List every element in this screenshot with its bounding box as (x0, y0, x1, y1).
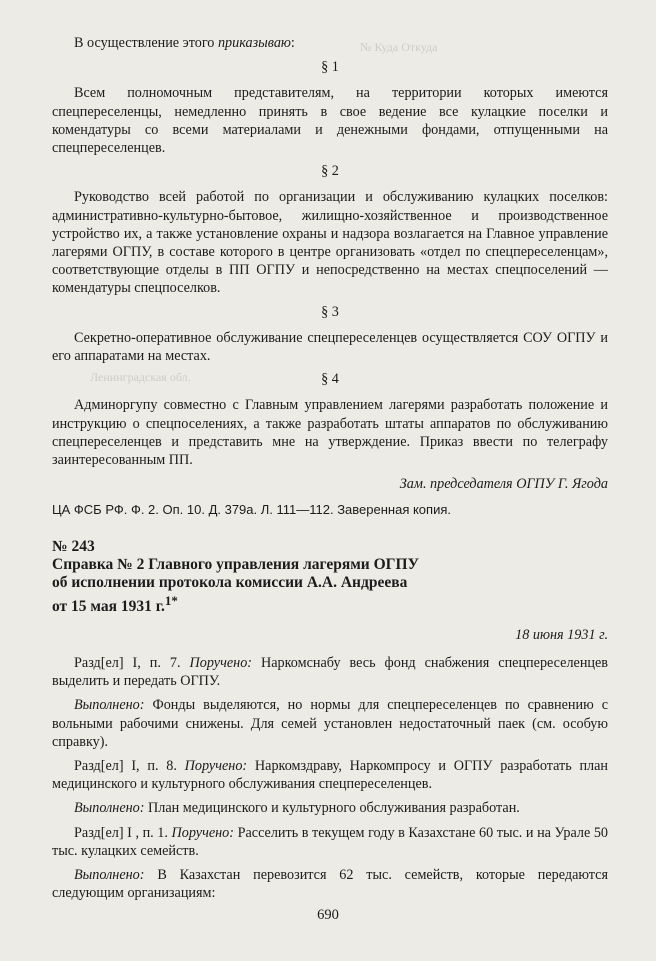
document-number: № 243 (52, 537, 95, 555)
document-body (52, 34, 608, 902)
entry: Выполнено: Фонды выделяются, но нормы для спецпереселенцев по сравнению с вольными рабочими снижены. Для семей установлен недостаточный паек (см. особую справку). (52, 697, 608, 750)
document-date: 18 июня 1931 г. (515, 626, 608, 643)
bleed-through-text: Ленинградская обл. (90, 370, 191, 384)
section-mark: § 1 (321, 59, 339, 76)
entry: Выполнено: В Казахстан перевозится 62 тыс. семейств, которые передаются следующим организациям: (52, 867, 608, 902)
entry: Выполнено: План медицинского и культурного обслуживания разработан. (74, 800, 520, 817)
section-text: Секретно-оперативное обслуживание спецпереселенцев осуществляется СОУ ОГПУ и его аппаратами на местах. (52, 329, 608, 365)
document-title-line: Справка № 2 Главного управления лагерями ОГПУ (52, 555, 419, 573)
entry: Разд[ел] I , п. 1. Поручено: Расселить в текущем году в Казахстане 60 тыс. и на Урале 50 тыс. кулацких семейств. (52, 824, 609, 859)
bleed-through-text: № Куда Откуда (360, 40, 438, 54)
entry: Разд[ел] I, п. 7. Поручено: Наркомснабу весь фонд снабжения спецпереселенцев выделить и передать ОГПУ. (52, 655, 609, 690)
section-text: Руководство всей работой по организации и обслуживанию кулацких поселков: административно-культурно-бытовое, жилищно-хозяйственное и производственное устройство их, а также установление охраны и надзора возлагается на Главное управление лагерями ОГПУ, в составе которого в центре организовать «отдел по спецпереселенцам», соответствующие отделы в ПП ОГПУ и непосредственно на местах спецпоселений — комендатуры спецпоселков. (52, 189, 608, 297)
entry-kind: Поручено: (171, 824, 234, 841)
section-text: Всем полномочным представителям, на территории которых имеются спецпереселенцы, немедленно принять в свое ведение все кулацкие поселки и комендатуры со всеми материалами и денежными фондами, отпущенными на спецпереселенцев. (52, 85, 608, 157)
document-title-line: от 15 мая 1931 г.$^{1*}$ (52, 592, 178, 615)
section-mark: § 3 (321, 303, 339, 320)
entry-kind: Выполнено: (74, 800, 145, 817)
footnote-mark: 1* (164, 592, 178, 608)
entry: Разд[ел] I, п. 8. Поручено: Наркомздраву, Наркомпросу и ОГПУ разработать план медицинского и культурного обслуживания спецпереселенцев. (52, 758, 609, 793)
signature: Зам. председателя ОГПУ Г. Ягода (399, 476, 608, 493)
section-mark: § 4 (321, 371, 339, 388)
section-mark: § 2 (321, 163, 339, 180)
entry-kind: Выполнено: (74, 697, 145, 714)
document-title-line: об исполнении протокола комиссии А.А. Андреева (52, 573, 408, 591)
intro-italic: приказываю (217, 35, 291, 51)
intro-line: В осуществление этого приказываю: (74, 35, 295, 51)
archive-reference: ЦА ФСБ РФ. Ф. 2. Оп. 10. Д. 379а. Л. 111—112. Заверенная копия. (52, 502, 451, 518)
entry-kind: Поручено: (184, 758, 248, 775)
page-number: 690 (317, 907, 339, 923)
entry-kind: Поручено: (189, 655, 253, 672)
section-text: Админоргупу совместно с Главным управлением лагерями разработать положение и инструкцию о спецпоселениях, а также разработать штаты аппаратов по обслуживанию спецпереселенцев и представить мне на утверждение. Приказ ввести по телеграфу заинтересованным ПП. (52, 397, 608, 469)
entry-kind: Выполнено: (74, 867, 145, 884)
